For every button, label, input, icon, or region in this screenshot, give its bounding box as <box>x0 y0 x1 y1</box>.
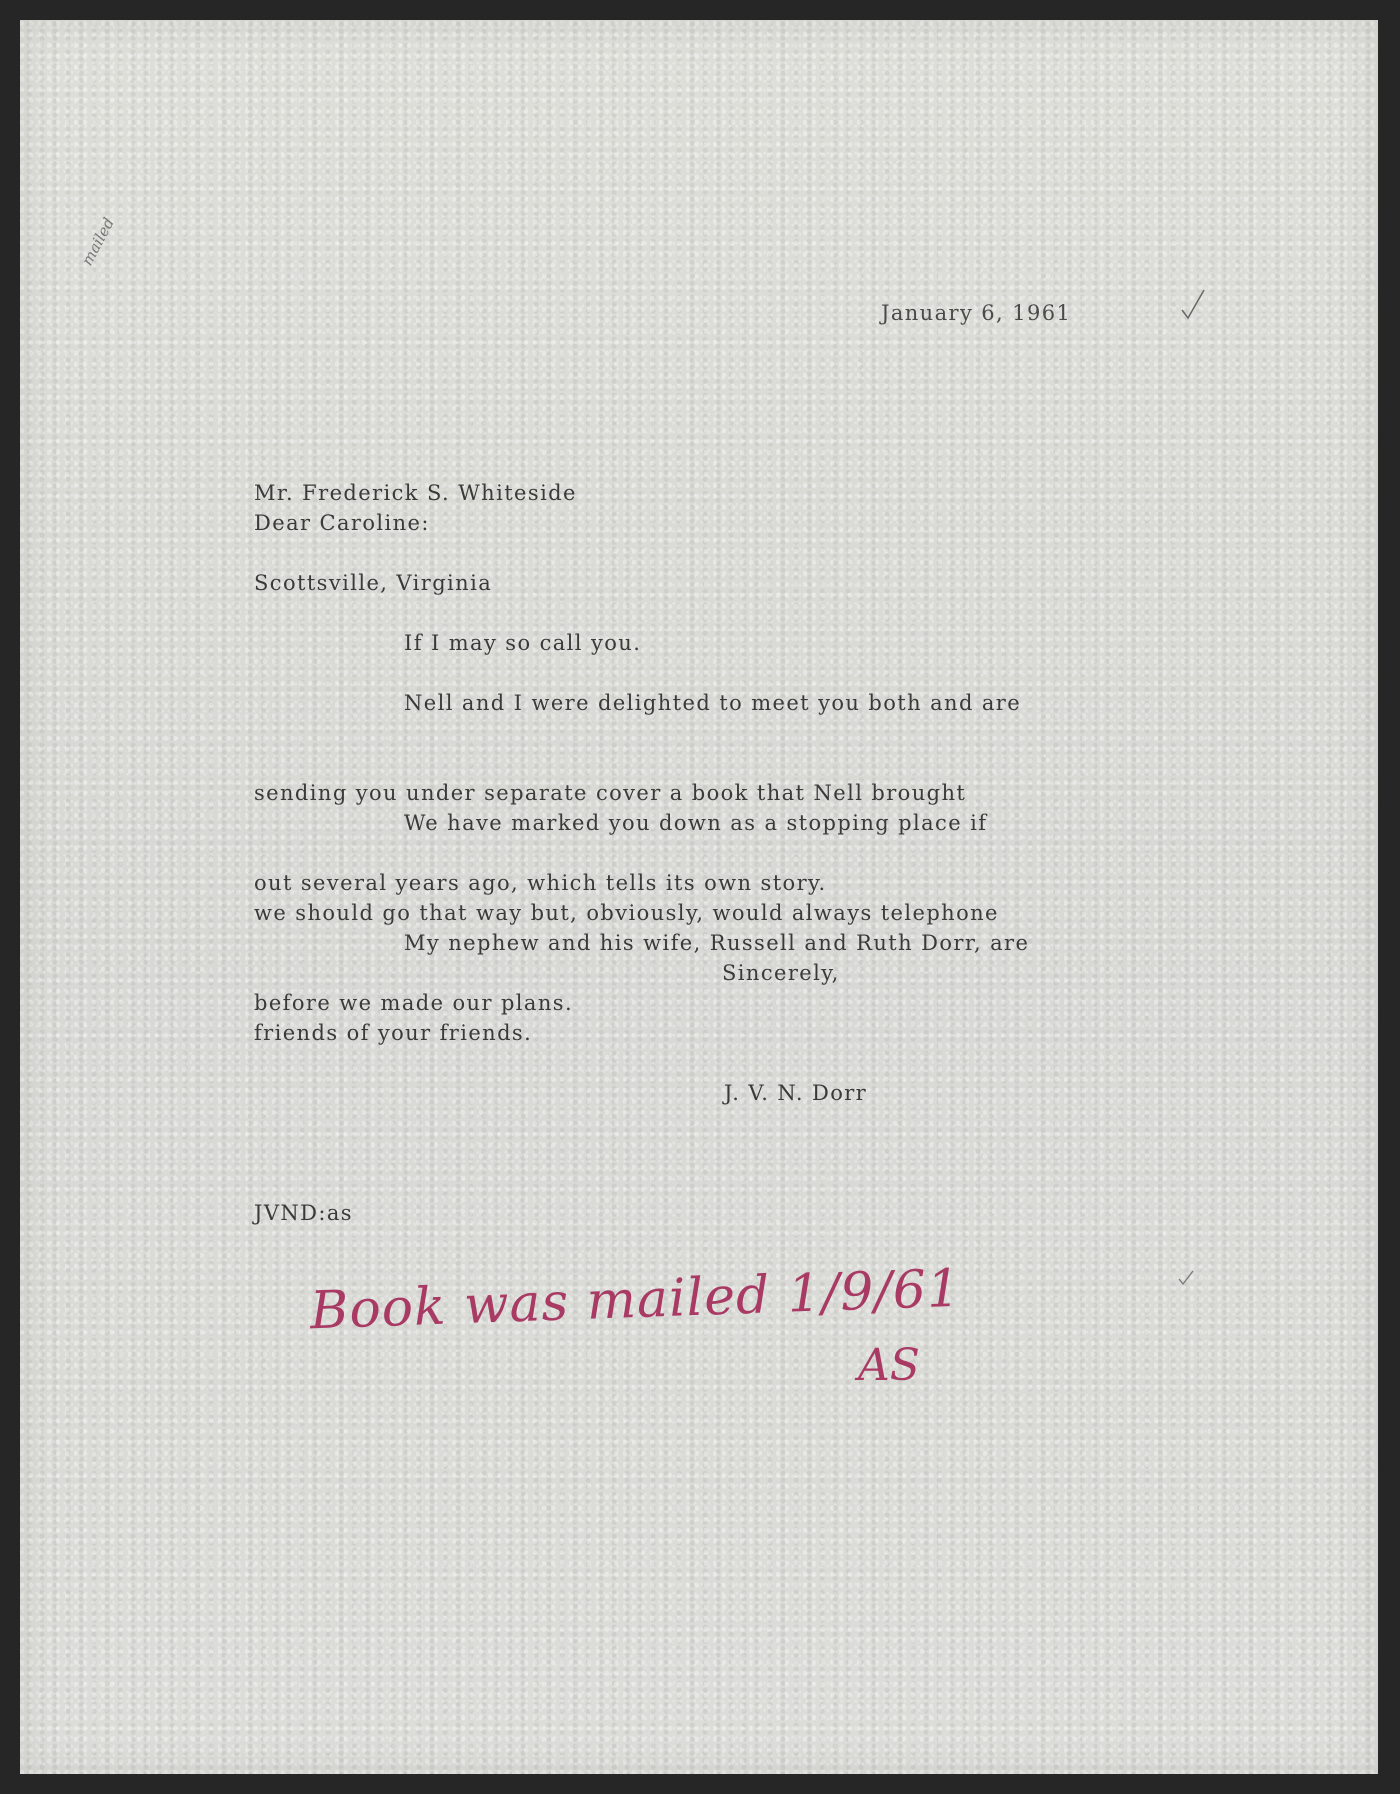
handwritten-note: Book was mailed 1/9/61 <box>309 1258 962 1342</box>
paragraph-4 <box>254 868 1154 1108</box>
paragraph-line: before we made our plans. <box>254 991 574 1015</box>
paragraph-line: If I may so call you. <box>404 631 642 655</box>
salutation: Dear Caroline: <box>254 511 430 535</box>
paragraph-line: friends of your friends. <box>254 1021 533 1045</box>
paragraph-line: My nephew and his wife, Russell and Ruth Dorr, are <box>404 931 1030 955</box>
recipient-location: Scottsville, Virginia <box>254 571 493 595</box>
check-mark-icon <box>1180 288 1206 322</box>
paragraph-line: sending you under separate cover a book that Nell brought <box>254 781 967 805</box>
paragraph-line: we should go that way but, obviously, would always telephone <box>254 901 999 925</box>
reference-initials: JVND:as <box>254 1201 353 1225</box>
closing: Sincerely, <box>722 961 840 985</box>
recipient-name: Mr. Frederick S. Whiteside <box>254 481 577 505</box>
handwritten-initials: AS <box>858 1340 920 1391</box>
paragraph-line: Nell and I were delighted to meet you both and are <box>404 691 1022 715</box>
letter-date: January 6, 1961 <box>881 301 1072 325</box>
paragraph-line: out several years ago, which tells its own story. <box>254 871 827 895</box>
signature: J. V. N. Dorr <box>724 1081 868 1105</box>
letter-page <box>20 20 1378 1774</box>
check-mark-icon <box>1178 1270 1194 1286</box>
paragraph-line: We have marked you down as a stopping place if <box>404 811 988 835</box>
pencil-note: mailed <box>78 214 118 269</box>
